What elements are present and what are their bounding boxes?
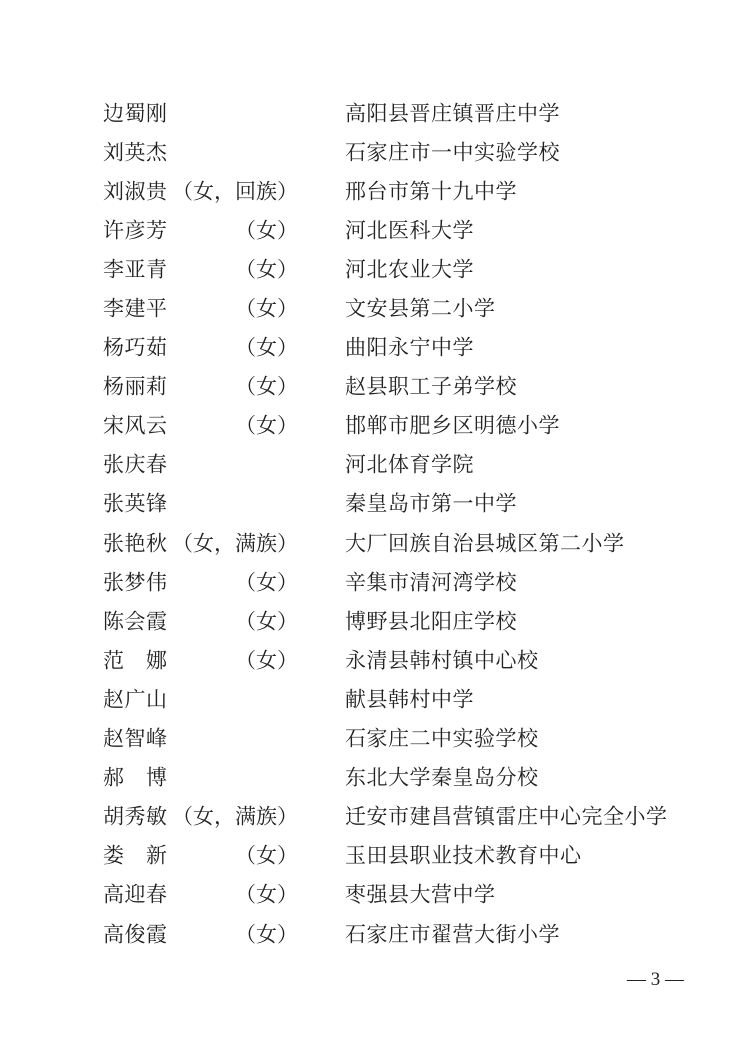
person-name: 郝 博	[103, 765, 168, 790]
gender-ethnicity-annotation: （女，回族）	[172, 179, 298, 204]
organization-name: 曲阳永宁中学	[345, 335, 474, 360]
gender-ethnicity-annotation: （女）	[235, 374, 298, 399]
organization-name: 邢台市第十九中学	[345, 179, 517, 204]
person-name: 杨巧茹	[103, 335, 168, 360]
roster-row	[0, 211, 750, 250]
roster-row	[0, 368, 750, 407]
person-name: 许彦芳	[103, 218, 168, 243]
organization-name: 石家庄市一中实验学校	[345, 140, 560, 165]
gender-ethnicity-annotation: （女）	[235, 218, 298, 243]
roster-row	[0, 680, 750, 719]
organization-name: 河北医科大学	[345, 218, 474, 243]
organization-name: 博野县北阳庄学校	[345, 609, 517, 634]
gender-ethnicity-annotation: （女）	[235, 335, 298, 360]
gender-ethnicity-annotation: （女）	[235, 609, 298, 634]
roster-row	[0, 837, 750, 876]
gender-ethnicity-annotation: （女，满族）	[172, 531, 298, 556]
roster-row	[0, 94, 750, 133]
gender-ethnicity-annotation: （女）	[235, 257, 298, 282]
roster-row	[0, 329, 750, 368]
organization-name: 河北体育学院	[345, 452, 474, 477]
roster-row	[0, 915, 750, 954]
roster-row	[0, 446, 750, 485]
roster-row	[0, 876, 750, 915]
organization-name: 石家庄市翟营大街小学	[345, 922, 560, 947]
roster-row	[0, 759, 750, 798]
organization-name: 邯郸市肥乡区明德小学	[345, 413, 560, 438]
person-name: 陈会霞	[103, 609, 168, 634]
organization-name: 高阳县晋庄镇晋庄中学	[345, 101, 560, 126]
roster-row	[0, 641, 750, 680]
organization-name: 枣强县大营中学	[345, 882, 496, 907]
person-name: 高俊霞	[103, 922, 168, 947]
person-name: 刘淑贵	[103, 179, 168, 204]
person-name: 张英锋	[103, 491, 168, 516]
person-name: 胡秀敏	[103, 804, 168, 829]
person-name: 李亚青	[103, 257, 168, 282]
organization-name: 玉田县职业技术教育中心	[345, 843, 582, 868]
organization-name: 迁安市建昌营镇雷庄中心完全小学	[345, 804, 668, 829]
awardee-roster-list	[0, 94, 750, 954]
roster-row	[0, 289, 750, 328]
roster-row	[0, 133, 750, 172]
gender-ethnicity-annotation: （女）	[235, 413, 298, 438]
gender-ethnicity-annotation: （女）	[235, 570, 298, 595]
organization-name: 河北农业大学	[345, 257, 474, 282]
organization-name: 秦皇岛市第一中学	[345, 491, 517, 516]
organization-name: 文安县第二小学	[345, 296, 496, 321]
gender-ethnicity-annotation: （女，满族）	[172, 804, 298, 829]
organization-name: 献县韩村中学	[345, 687, 474, 712]
organization-name: 辛集市清河湾学校	[345, 570, 517, 595]
organization-name: 赵县职工子弟学校	[345, 374, 517, 399]
gender-ethnicity-annotation: （女）	[235, 648, 298, 673]
gender-ethnicity-annotation: （女）	[235, 296, 298, 321]
gender-ethnicity-annotation: （女）	[235, 882, 298, 907]
person-name: 赵广山	[103, 687, 168, 712]
roster-row	[0, 563, 750, 602]
person-name: 刘英杰	[103, 140, 168, 165]
roster-row	[0, 524, 750, 563]
person-name: 张艳秋	[103, 531, 168, 556]
person-name: 娄 新	[103, 843, 168, 868]
person-name: 赵智峰	[103, 726, 168, 751]
organization-name: 永清县韩村镇中心校	[345, 648, 539, 673]
roster-row	[0, 602, 750, 641]
organization-name: 东北大学秦皇岛分校	[345, 765, 539, 790]
person-name: 张梦伟	[103, 570, 168, 595]
person-name: 边蜀刚	[103, 101, 168, 126]
organization-name: 石家庄二中实验学校	[345, 726, 539, 751]
person-name: 杨丽莉	[103, 374, 168, 399]
roster-row	[0, 407, 750, 446]
roster-row	[0, 798, 750, 837]
person-name: 高迎春	[103, 882, 168, 907]
person-name: 李建平	[103, 296, 168, 321]
gender-ethnicity-annotation: （女）	[235, 922, 298, 947]
gender-ethnicity-annotation: （女）	[235, 843, 298, 868]
roster-row	[0, 250, 750, 289]
roster-row	[0, 485, 750, 524]
organization-name: 大厂回族自治县城区第二小学	[345, 531, 625, 556]
page-number: — 3 —	[627, 969, 684, 990]
person-name: 张庆春	[103, 452, 168, 477]
person-name: 范 娜	[103, 648, 168, 673]
roster-row	[0, 172, 750, 211]
person-name: 宋风云	[103, 413, 168, 438]
roster-row	[0, 720, 750, 759]
